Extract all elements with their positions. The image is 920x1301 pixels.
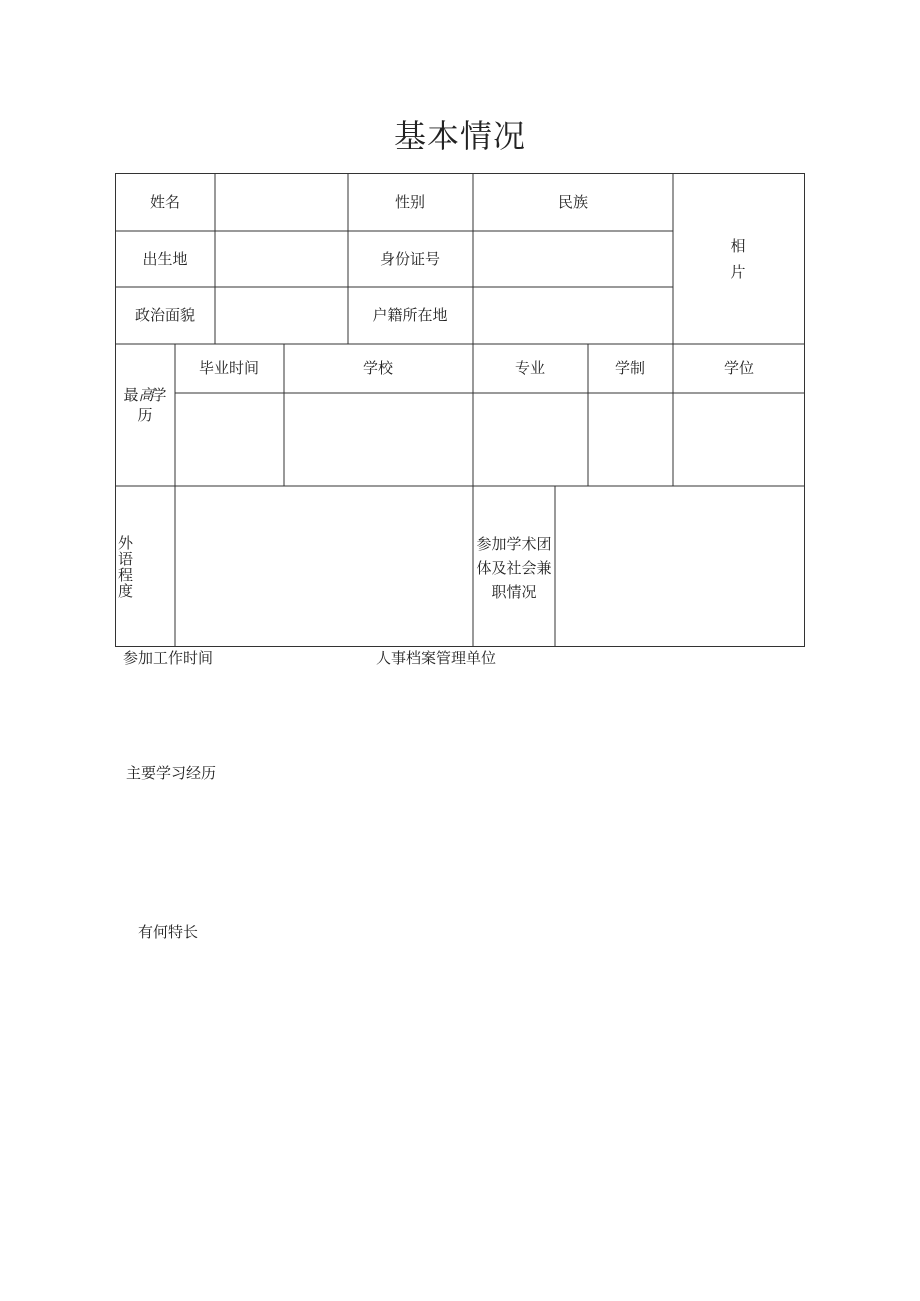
major-header: 专业 (514, 359, 546, 377)
highest-education-label (123, 385, 166, 425)
name-label: 姓名 (149, 193, 181, 211)
personal-info-form (115, 173, 805, 647)
school-header: 学校 (362, 359, 394, 377)
gender-label: 性别 (394, 193, 426, 211)
hukou-label: 户籍所在地 (372, 306, 448, 324)
associations-label-line-1: 参加学术团 (476, 535, 552, 553)
photo-box-label (730, 233, 745, 285)
associations-label-line-3: 职情况 (491, 583, 537, 601)
highest-education-char-1: 最 (123, 386, 139, 404)
work-start-label: 参加工作时间 (123, 649, 214, 667)
study-history-label: 主要学习经历 (126, 764, 217, 782)
associations-label (476, 532, 551, 604)
id-number-label: 身份证号 (379, 250, 441, 268)
page-title: 基本情况 (393, 117, 526, 155)
highest-education-char-3: 学 (151, 386, 167, 404)
form-grid-lines (115, 173, 805, 647)
graduation-time-header: 毕业时间 (198, 359, 260, 377)
photo-label-2: 片 (730, 263, 746, 281)
duration-header: 学制 (614, 359, 646, 377)
associations-label-line-2: 体及社会兼 (476, 559, 552, 577)
highest-education-char-2: 高 (138, 386, 152, 404)
ethnicity-label: 民族 (557, 193, 589, 211)
political-status-label: 政治面貌 (134, 306, 196, 324)
degree-header: 学位 (723, 359, 755, 377)
highest-education-char-4: 历 (137, 406, 153, 424)
birthplace-label: 出生地 (142, 250, 188, 268)
archive-unit-label: 人事档案管理单位 (376, 649, 497, 667)
specialties-label: 有何特长 (138, 923, 199, 941)
photo-label-1: 相 (730, 237, 746, 255)
foreign-language-label: 外语程度 (118, 534, 134, 600)
